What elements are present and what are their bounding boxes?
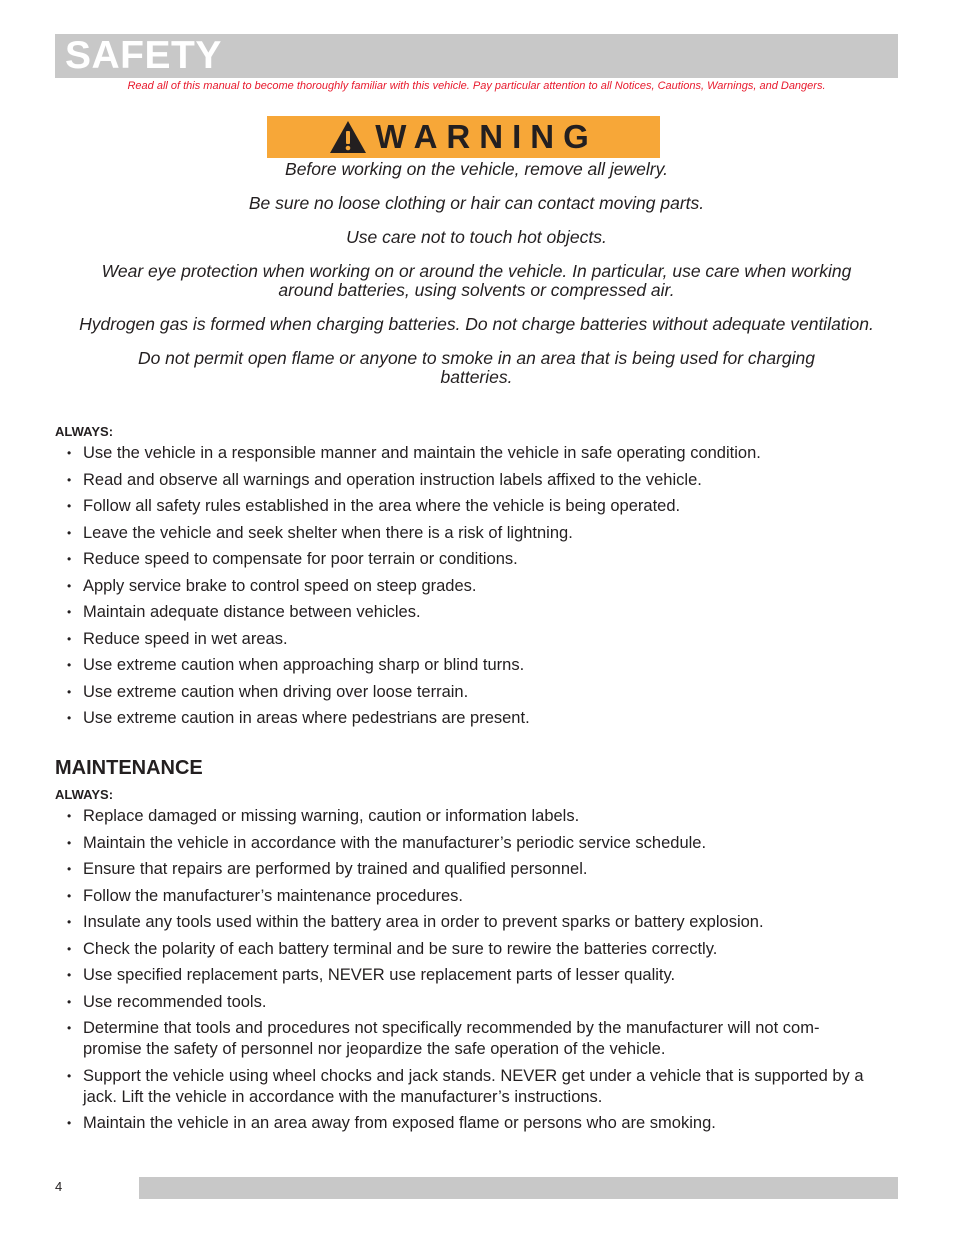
list-item: • Use specified replacement parts, NEVER use replacement parts of lesser quality.: [66, 965, 872, 986]
warning-triangle-icon: [329, 120, 367, 154]
footer-bar: [139, 1177, 898, 1199]
list-item: • Reduce speed in wet areas.: [66, 629, 872, 650]
maintenance-heading: MAINTENANCE: [55, 757, 203, 779]
warning-banner: [267, 116, 660, 158]
list-item: • Maintain the vehicle in an area away from exposed flame or persons who are smoking.: [66, 1113, 872, 1134]
list-item: • Use extreme caution when approaching sharp or blind turns.: [66, 655, 872, 676]
warning-line: Hydrogen gas is formed when charging batteries. Do not charge batteries without adequate ventilation.: [79, 314, 874, 334]
warning-text-block: [55, 160, 898, 402]
warning-line: Be sure no loose clothing or hair can contact moving parts.: [248, 193, 705, 213]
maintenance-always-label: ALWAYS:: [55, 787, 114, 802]
list-item: • Apply service brake to control speed on steep grades.: [66, 576, 872, 597]
maintenance-list: [66, 806, 872, 1140]
page-number: 4: [55, 1179, 63, 1194]
list-item: • Use extreme caution when driving over loose terrain.: [66, 682, 872, 703]
section-header-bar: [55, 34, 898, 78]
list-item: • Leave the vehicle and seek shelter when there is a risk of lightning.: [66, 523, 872, 544]
list-item: • Maintain the vehicle in accordance with the manufacturer’s periodic service schedule.: [66, 833, 872, 854]
always-list: [66, 443, 872, 735]
list-item: • Determine that tools and procedures not specifically recommended by the manufacturer will not com- promise the safety of personnel nor jeopardize the safe operation of the vehicle.: [66, 1018, 872, 1060]
warning-line: Do not permit open flame or anyone to smoke in an area that is being used for charging batteries.: [137, 348, 816, 387]
list-item: • Check the polarity of each battery terminal and be sure to rewire the batteries correctly.: [66, 939, 872, 960]
list-item: • Insulate any tools used within the battery area in order to prevent sparks or battery explosion.: [66, 912, 872, 933]
list-item: • Replace damaged or missing warning, caution or information labels.: [66, 806, 872, 827]
intro-notice: Read all of this manual to become thoroughly familiar with this vehicle. Pay particular attention to all Notices, Cautions, Warnings, and Dangers.: [127, 80, 826, 92]
list-item: • Use recommended tools.: [66, 992, 872, 1013]
list-item: • Read and observe all warnings and operation instruction labels affixed to the vehicle.: [66, 470, 872, 491]
list-item: • Ensure that repairs are performed by trained and qualified personnel.: [66, 859, 872, 880]
list-item: • Reduce speed to compensate for poor terrain or conditions.: [66, 549, 872, 570]
warning-title: WARNING: [375, 118, 598, 155]
page-title: SAFETY: [65, 34, 222, 77]
warning-line: Use care not to touch hot objects.: [346, 227, 607, 247]
list-item: • Follow all safety rules established in the area where the vehicle is being operated.: [66, 496, 872, 517]
list-item: • Maintain adequate distance between vehicles.: [66, 602, 872, 623]
list-item: • Support the vehicle using wheel chocks and jack stands. NEVER get under a vehicle that is supported by a jack. Lift the vehicle in accordance with the manufacturer’s instructions.: [66, 1066, 872, 1108]
list-item: • Use the vehicle in a responsible manner and maintain the vehicle in safe operating condition.: [66, 443, 872, 464]
always-label: ALWAYS:: [55, 424, 114, 439]
list-item: • Follow the manufacturer’s maintenance procedures.: [66, 886, 872, 907]
warning-line: Wear eye protection when working on or around the vehicle. In particular, use care when working around batteries, using solvents or compressed air.: [101, 261, 852, 300]
warning-line: Before working on the vehicle, remove all jewelry.: [285, 159, 668, 179]
list-item: • Use extreme caution in areas where pedestrians are present.: [66, 708, 872, 729]
